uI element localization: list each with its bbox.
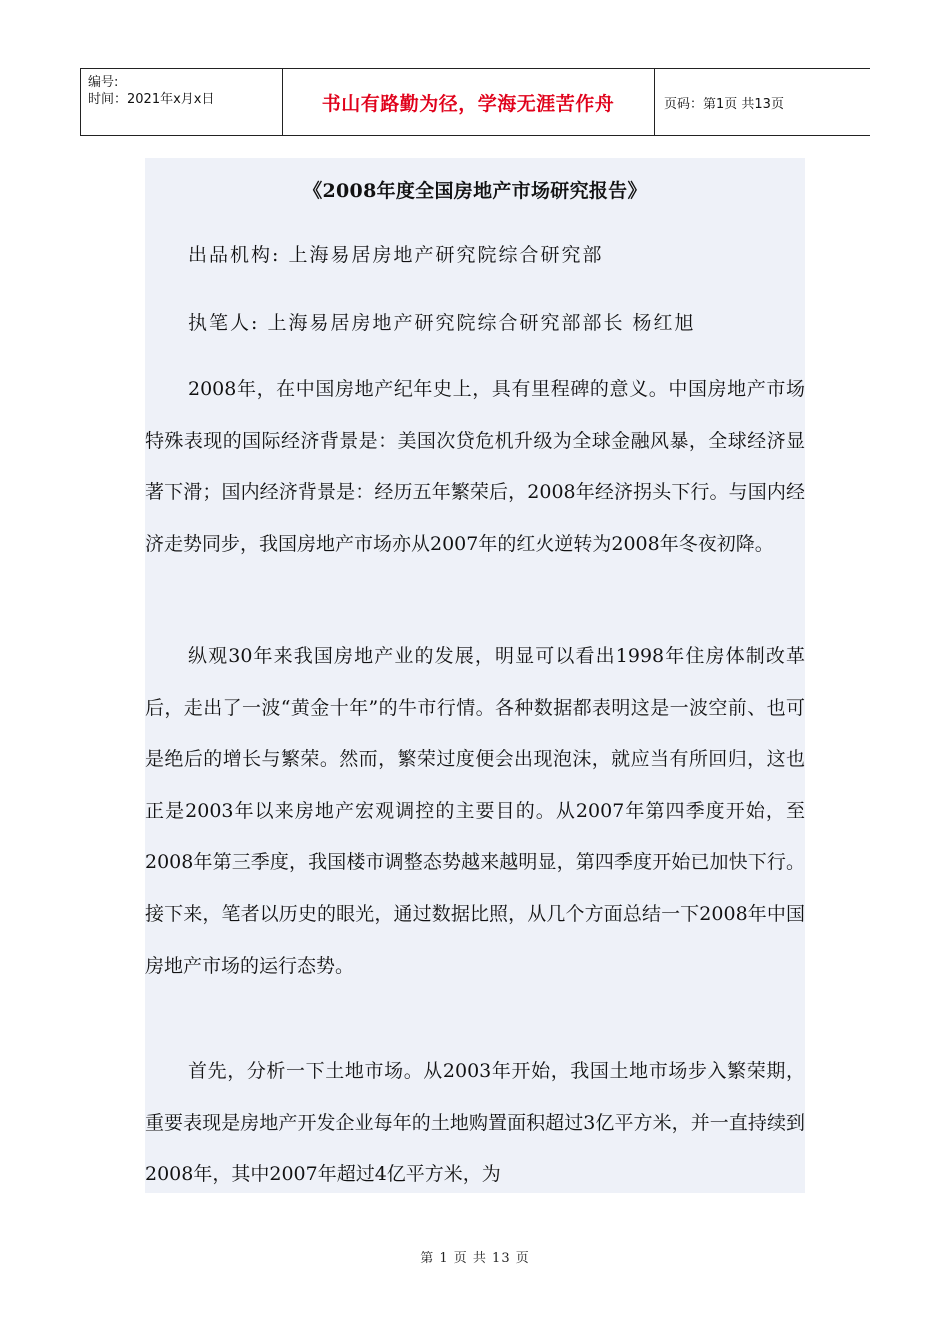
header-divider — [654, 68, 655, 136]
document-title: 《2008年度全国房地产市场研究报告》 — [303, 180, 647, 202]
header-motto: 书山有路勤为径，学海无涯苦作舟 — [321, 92, 615, 115]
header-divider — [80, 68, 81, 136]
paragraph: 2008年，在中国房地产纪年史上，具有里程碑的意义。中国房地产市场特殊表现的国际经济背景是：美国次贷危机升级为全球金融风暴，全球经济显著下滑；国内经济背景是：经历五年繁荣后，2008年经济拐头下行。与国内经济走势同步，我国房地产市场亦从2007年的红火逆转为2008年冬夜初降。 — [145, 378, 805, 555]
header-meta — [88, 74, 278, 108]
time-label: 时间：2021年x月x日 — [88, 92, 215, 107]
author-line: 执笔人: 上海易居房地产研究院综合研究部部长 杨红旭 — [188, 312, 696, 334]
paragraph: 纵观30年来我国房地产业的发展，明显可以看出1998年住房体制改革后，走出了一波“黄金十年”的牛市行情。各种数据都表明这是一波空前、也可是绝后的增长与繁荣。然而，繁荣过度便会出现泡沫，就应当有所回归，这也正是2003年以来房地产宏观调控的主要目的。从2007年第四季度开始，至2008年第三季度，我国楼市调整态势越来越明显，第四季度开始已加快下行。接下来，笔者以历史的眼光，通过数据比照，从几个方面总结一下2008年中国房地产市场的运行态势。 — [145, 645, 805, 977]
header-page-info: 页码：第1页 共13页 — [664, 96, 784, 112]
publisher-line: 出品机构: 上海易居房地产研究院综合研究部 — [188, 244, 604, 266]
paragraph: 首先，分析一下土地市场。从2003年开始，我国土地市场步入繁荣期，重要表现是房地产开发企业每年的土地购置面积超过3亿平方米，并一直持续到2008年，其中2007年超过4亿平方米，为 — [145, 1060, 805, 1186]
document-header — [80, 68, 870, 136]
number-label: 编号: — [88, 75, 119, 90]
page-footer: 第 1 页 共 13 页 — [420, 1251, 530, 1266]
